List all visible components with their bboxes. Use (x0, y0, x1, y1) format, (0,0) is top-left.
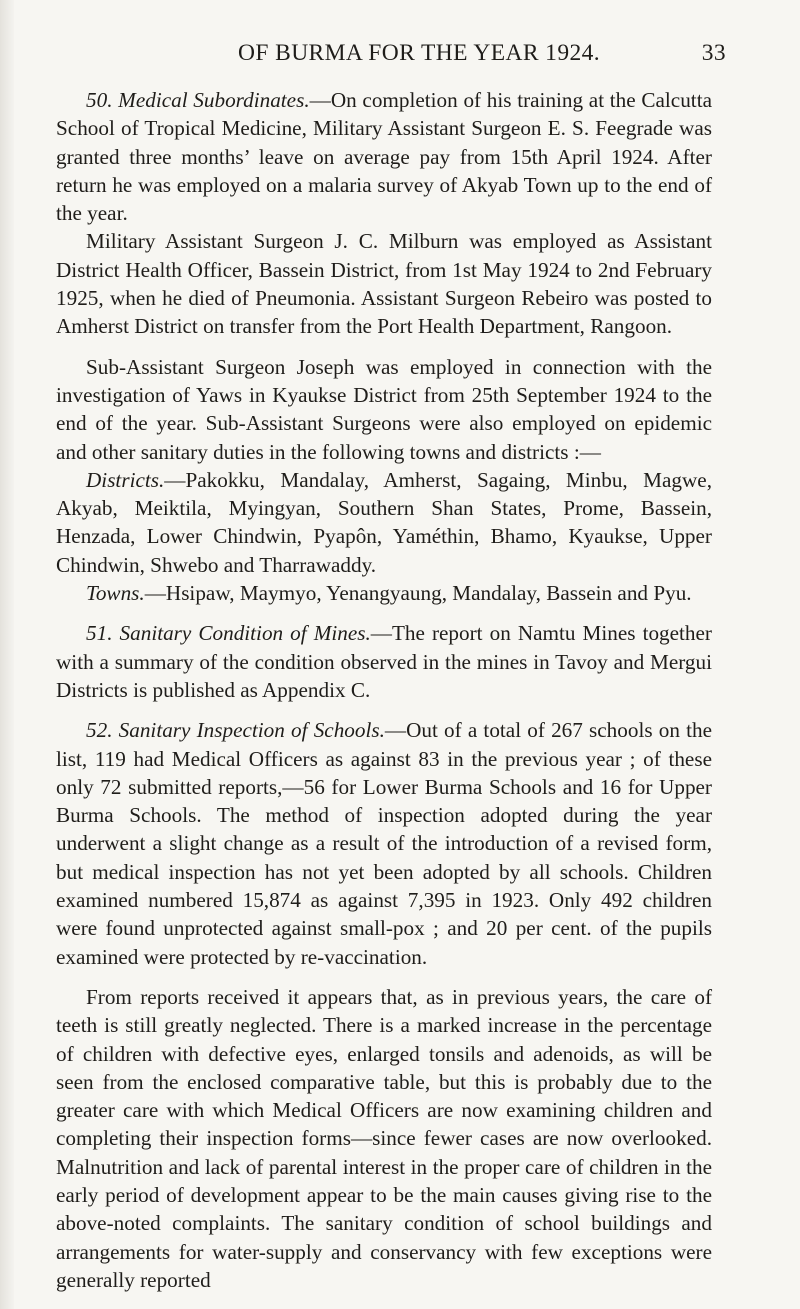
running-header (56, 40, 726, 70)
paragraph-text: —The report on Namtu Mines together with a summary of the condition observed in the mines in Tavoy and Mergui Districts is published as Appendix C. (56, 621, 712, 702)
paragraph-text: Sub-Assistant Surgeon Joseph was employed in connection with the investigation of Yaws in Kyaukse District from 25th September 1924 to the end of the year. Sub-Assistant Surgeons were also employed on epidemic and other sanitary duties in the following towns and districts :— (56, 354, 712, 464)
paragraph-schools (56, 716, 712, 971)
section-52-heading: 52. Sanitary Inspection of Schools. (86, 718, 385, 743)
section-50-heading: 50. Medical Subordinates. (86, 88, 310, 112)
paragraph-text: —Pakokku, Mandalay, Amherst, Sagaing, Minbu, Magwe, Akyab, Meiktila, Myingyan, Southern Shan States, Prome, Bassein, Henzada, Lower Chindwin, Pyapôn, Yaméthin, Bhamo, Kyaukse, Upper Chindwin, Shwebo and Tharrawaddy. (56, 467, 712, 577)
section-51-heading: 51. Sanitary Condition of Mines. (86, 621, 371, 646)
towns-heading: Towns. (86, 581, 145, 606)
paragraph-text: —Hsipaw, Maymyo, Yenangyaung, Mandalay, Bassein and Pyu. (144, 581, 692, 606)
paragraph-districts (56, 466, 712, 579)
paragraph-medical-subordinates (56, 86, 712, 227)
districts-heading: Districts. (86, 467, 165, 492)
paragraph-milburn (56, 227, 712, 340)
paragraph-text: —Out of a total of 267 schools on the list, 119 had Medical Officers as against 83 in the previous year ; of these only 72 submitted reports,—56 for Lower Burma Schools and 16 for Upper Burma Schools. The method of inspection adopted during the year underwent a slight change as a result of the introduction of a revised form, but medical inspection has not yet been adopted by all schools. Children examined numbered 15,874 as against 7,395 in 1923. Only 492 children were found unprotected against small-pox ; and 20 per cent. of the pupils examined were protected by re-vaccination. (56, 718, 712, 969)
paragraph-mines (56, 619, 712, 704)
page-edge-shadow (0, 0, 14, 1309)
paragraph-teeth (56, 983, 712, 1294)
paragraph-text: —On completion of his training at the Calcutta School of Tropical Medicine, Military Assistant Surgeon E. S. Feegrade was granted three months’ leave on average pay from 15th April 1924. After return he was employed on a malaria survey of Akyab Town up to the end of the year. (56, 88, 712, 226)
paragraph-text: Military Assistant Surgeon J. C. Milburn was employed as Assistant District Health Officer, Bassein District, from 1st May 1924 to 2nd February 1925, when he died of Pneumonia. Assistant Surgeon Rebeiro was posted to Amherst District on transfer from the Port Health Department, Rangoon. (56, 229, 712, 339)
page-number: 33 (701, 40, 726, 66)
running-title: OF BURMA FOR THE YEAR 1924. (238, 40, 601, 66)
paragraph-joseph (56, 353, 712, 466)
body-text (56, 86, 712, 1294)
paragraph-towns (56, 579, 712, 607)
paragraph-text: From reports received it appears that, as in previous years, the care of teeth is still greatly neglected. There is a marked increase in the percentage of children with defective eyes, enlarged tonsils and adenoids, as will be seen from the enclosed comparative table, but this is probably due to the greater care with which Medical Officers are now examining children and completing their inspection forms—since fewer cases are now overlooked. Malnutrition and lack of parental interest in the proper care of children in the early period of development appear to be the main causes giving rise to the above-noted complaints. The sanitary condition of school buildings and arrangements for water-supply and conservancy with few exceptions were generally reported (56, 984, 712, 1292)
